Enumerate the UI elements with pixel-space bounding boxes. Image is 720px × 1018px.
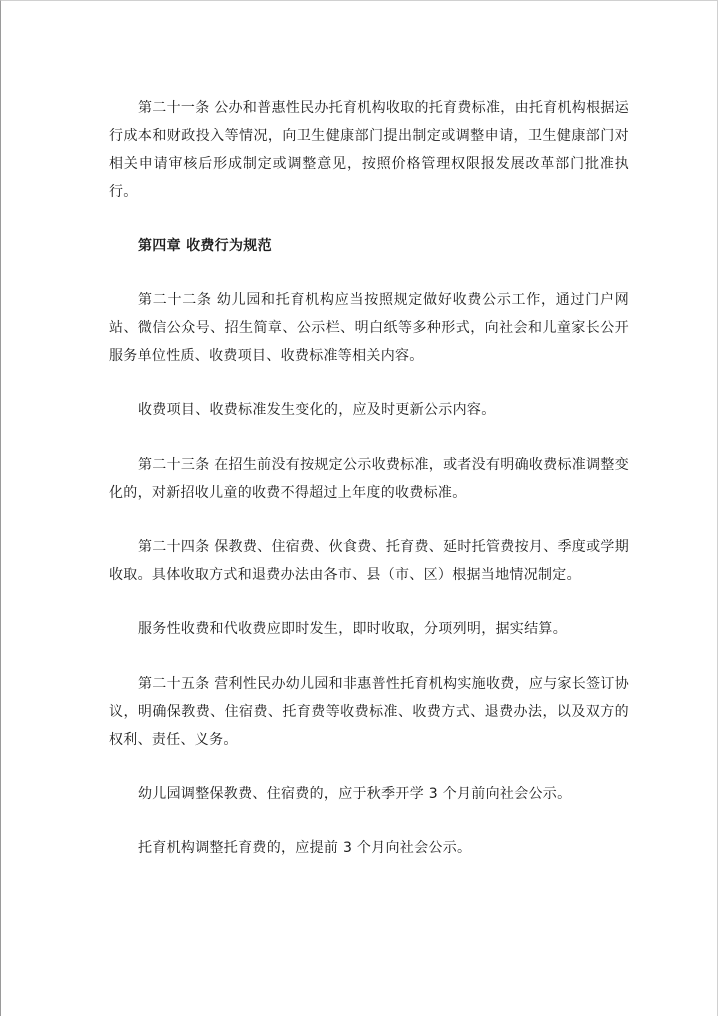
article-21: 第二十一条 公办和普惠性民办托育机构收取的托育费标准，由托育机构根据运行成本和财政投入等情况，向卫生健康部门提出制定或调整申请，卫生健康部门对相关申请审核后形成制定或调整意见，按照价格管理权限报发展改革部门批准执行。 xyxy=(109,100,629,200)
document-body xyxy=(109,94,629,862)
article-24: 第二十四条 保教费、住宿费、伙食费、托育费、延时托管费按月、季度或学期收取。具体收取方式和退费办法由各市、县（市、区）根据当地情况制定。 xyxy=(109,539,629,583)
article-25-continuation-1: 幼儿园调整保教费、住宿费的，应于秋季开学 3 个月前向社会公示。 xyxy=(138,786,572,802)
article-25: 第二十五条 营利性民办幼儿园和非惠普性托育机构实施收费，应与家长签订协议，明确保教费、住宿费、托育费等收费标准、收费方式、退费办法，以及双方的权利、责任、义务。 xyxy=(109,676,629,748)
article-22: 第二十二条 幼儿园和托育机构应当按照规定做好收费公示工作，通过门户网站、微信公众号、招生简章、公示栏、明白纸等多种形式，向社会和儿童家长公开服务单位性质、收费项目、收费标准等相关内容。 xyxy=(109,292,629,364)
article-23: 第二十三条 在招生前没有按规定公示收费标准，或者没有明确收费标准调整变化的，对新招收儿童的收费不得超过上年度的收费标准。 xyxy=(109,457,629,501)
chapter-4-heading: 第四章 收费行为规范 xyxy=(138,238,272,254)
article-24-continuation: 服务性收费和代收费应即时发生，即时收取，分项列明，据实结算。 xyxy=(138,621,567,637)
article-25-continuation-2: 托育机构调整托育费的，应提前 3 个月向社会公示。 xyxy=(138,840,472,856)
article-22-continuation: 收费项目、收费标准发生变化的，应及时更新公示内容。 xyxy=(138,402,496,418)
